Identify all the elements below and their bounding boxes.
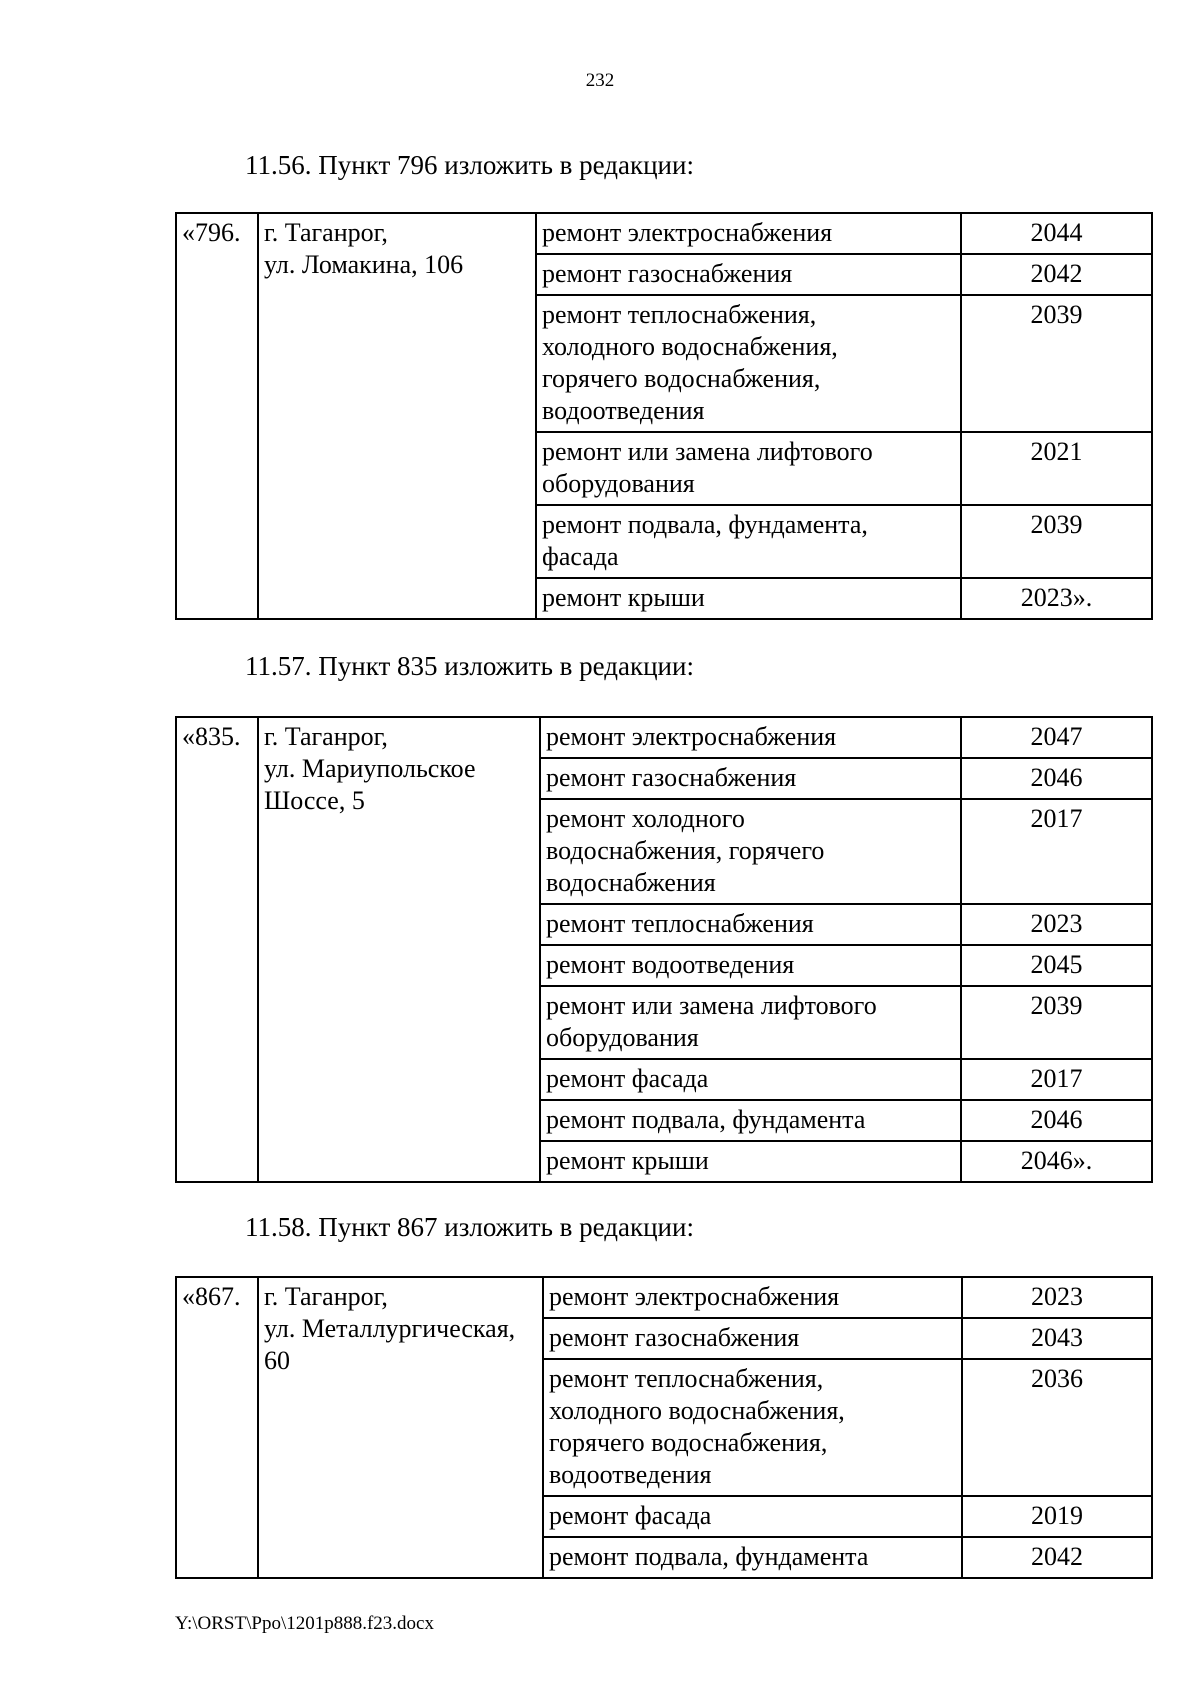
work-type: ремонт теплоснабжения, холодного водоснабжения, горячего водоснабжения, водоотведения xyxy=(536,295,961,432)
repair-schedule-table xyxy=(175,1276,1153,1579)
work-year: 2045 xyxy=(961,945,1152,986)
address-cell: г. Таганрог, ул. Металлургическая, 60 xyxy=(258,1277,543,1578)
item-number: «796. xyxy=(176,213,258,619)
work-year: 2036 xyxy=(962,1359,1152,1496)
work-type: ремонт теплоснабжения, холодного водоснабжения, горячего водоснабжения, водоотведения xyxy=(543,1359,962,1496)
page-number: 232 xyxy=(585,70,615,91)
work-type: ремонт теплоснабжения xyxy=(540,904,961,945)
work-type: ремонт подвала, фундамента, фасада xyxy=(536,505,961,578)
repair-schedule-table xyxy=(175,212,1153,620)
item-number: «867. xyxy=(176,1277,258,1578)
work-year: 2021 xyxy=(961,432,1152,505)
work-type: ремонт электроснабжения xyxy=(540,717,961,758)
work-type: ремонт или замена лифтового оборудования xyxy=(540,986,961,1059)
work-type: ремонт электроснабжения xyxy=(543,1277,962,1318)
repair-schedule-table xyxy=(175,716,1153,1183)
work-year: 2019 xyxy=(962,1496,1152,1537)
work-type: ремонт холодного водоснабжения, горячего водоснабжения xyxy=(540,799,961,904)
work-year: 2046 xyxy=(961,1100,1152,1141)
address-cell: г. Таганрог, ул. Мариупольское Шоссе, 5 xyxy=(258,717,540,1182)
work-type: ремонт крыши xyxy=(540,1141,961,1182)
work-type: ремонт подвала, фундамента xyxy=(543,1537,962,1578)
work-year: 2044 xyxy=(961,213,1152,254)
work-type: ремонт фасада xyxy=(543,1496,962,1537)
work-type: ремонт водоотведения xyxy=(540,945,961,986)
work-type: ремонт фасада xyxy=(540,1059,961,1100)
footer-file-path: Y:\ORST\Ppo\1201p888.f23.docx xyxy=(175,1613,434,1634)
address-cell: г. Таганрог, ул. Ломакина, 106 xyxy=(258,213,536,619)
work-year: 2046 xyxy=(961,758,1152,799)
section-heading: 11.58. Пункт 867 изложить в редакции: xyxy=(245,1212,694,1242)
work-type: ремонт электроснабжения xyxy=(536,213,961,254)
work-year: 2042 xyxy=(962,1537,1152,1578)
item-number: «835. xyxy=(176,717,258,1182)
work-year: 2042 xyxy=(961,254,1152,295)
section-heading: 11.56. Пункт 796 изложить в редакции: xyxy=(245,150,694,180)
work-year: 2046». xyxy=(961,1141,1152,1182)
work-type: ремонт крыши xyxy=(536,578,961,619)
table-row xyxy=(176,1277,1152,1318)
work-type: ремонт или замена лифтового оборудования xyxy=(536,432,961,505)
work-year: 2017 xyxy=(961,799,1152,904)
work-type: ремонт газоснабжения xyxy=(543,1318,962,1359)
work-year: 2047 xyxy=(961,717,1152,758)
work-type: ремонт газоснабжения xyxy=(540,758,961,799)
work-type: ремонт подвала, фундамента xyxy=(540,1100,961,1141)
work-year: 2017 xyxy=(961,1059,1152,1100)
work-year: 2039 xyxy=(961,505,1152,578)
work-year: 2039 xyxy=(961,986,1152,1059)
work-year: 2039 xyxy=(961,295,1152,432)
section-heading: 11.57. Пункт 835 изложить в редакции: xyxy=(245,651,694,681)
work-year: 2023 xyxy=(961,904,1152,945)
work-type: ремонт газоснабжения xyxy=(536,254,961,295)
work-year: 2023». xyxy=(961,578,1152,619)
table-row xyxy=(176,717,1152,758)
work-year: 2043 xyxy=(962,1318,1152,1359)
work-year: 2023 xyxy=(962,1277,1152,1318)
table-row xyxy=(176,213,1152,254)
